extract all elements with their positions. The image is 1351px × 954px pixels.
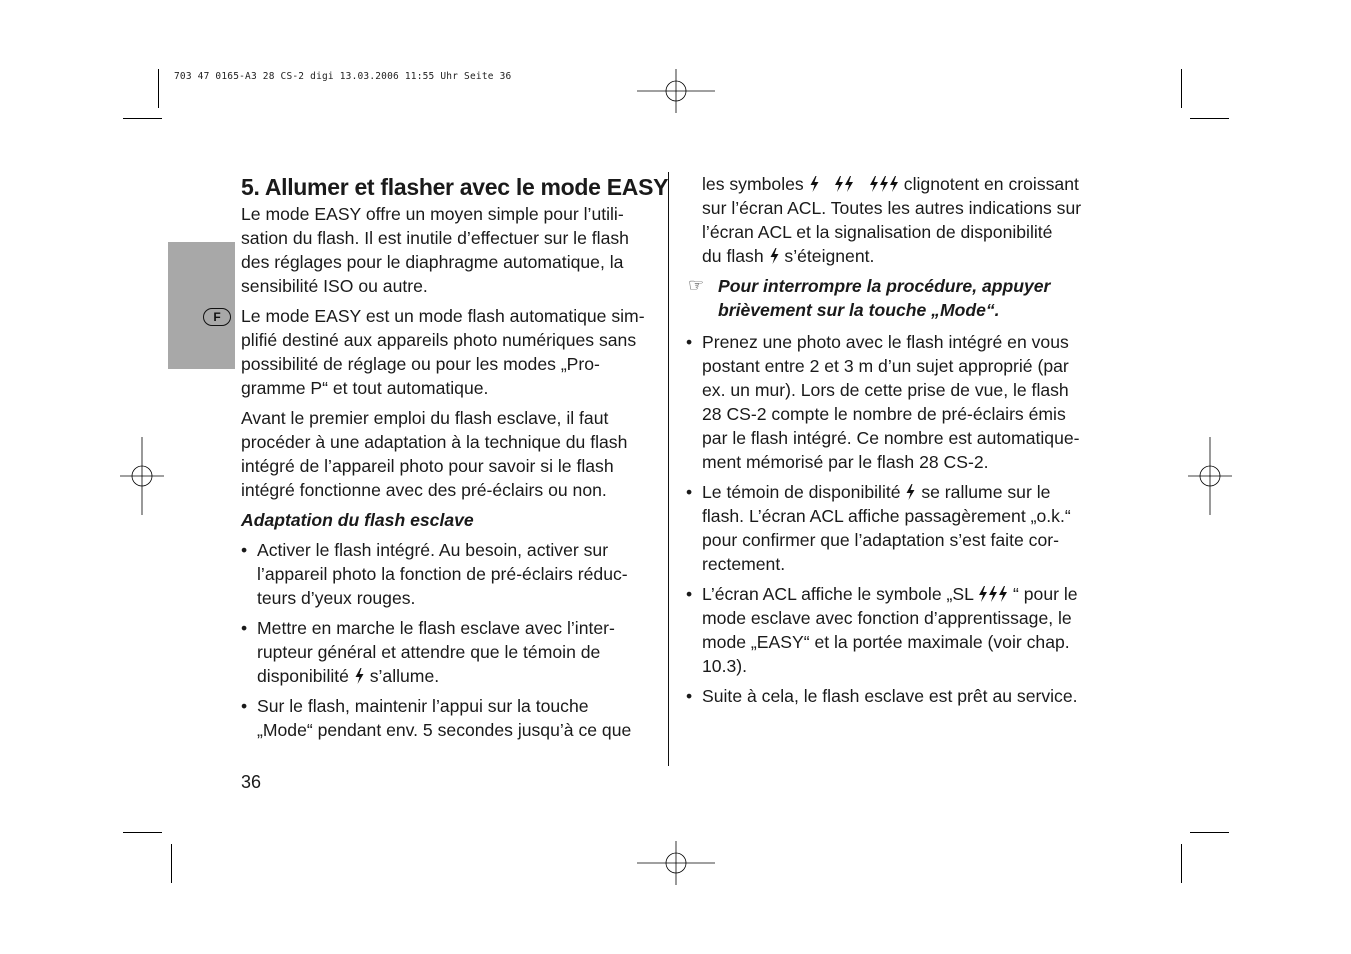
right-column bbox=[686, 172, 1101, 714]
flash-ready-icon bbox=[769, 248, 780, 264]
language-badge: F bbox=[203, 308, 231, 326]
print-header: 703 47 0165-A3 28 CS-2 digi 13.03.2006 11:55 Uhr Seite 36 bbox=[174, 71, 512, 82]
flash-single-icon bbox=[809, 176, 820, 192]
list-item bbox=[686, 582, 1101, 678]
flash-double-icon bbox=[834, 176, 854, 192]
list-item bbox=[686, 330, 1101, 474]
column-divider bbox=[668, 172, 669, 766]
language-side-tab bbox=[168, 242, 235, 369]
bullet-dot: • bbox=[686, 686, 693, 706]
intro-paragraph: Le mode EASY offre un moyen simple pour l’utili- sation du flash. Il est inutile d’effectuer sur le flash des réglages pour le diaphragme automatique, la sensibilité ISO ou autre. bbox=[241, 204, 629, 296]
easy-mode-paragraph: Le mode EASY est un mode flash automatique sim- plifié destiné aux appareils photo numériques sans possibilité de réglage ou pour les modes „Pro- gramme P“ et tout automatique. bbox=[241, 306, 645, 398]
registration-mark-right-icon bbox=[1171, 437, 1249, 515]
flash-triple-icon bbox=[978, 586, 1008, 602]
bullet-dot: • bbox=[686, 482, 693, 502]
left-column bbox=[241, 172, 669, 748]
procedure-note bbox=[686, 274, 1101, 322]
crop-mark-top-left-v bbox=[158, 69, 159, 108]
crop-mark-top-left-h bbox=[123, 118, 162, 119]
list-item bbox=[686, 684, 1101, 708]
list-item bbox=[686, 480, 1101, 576]
crop-mark-bottom-left-h bbox=[123, 832, 162, 833]
list-item-text: Sur le flash, maintenir l’appui sur la touche „Mode“ pendant env. 5 secondes jusqu’à ce que bbox=[257, 696, 632, 740]
list-item-text: Prenez une photo avec le flash intégré en vous postant entre 2 et 3 m d’un sujet approprié (par ex. un mur). Lors de cette prise de vue, le flash 28 CS-2 compte le nombre de pré-éclairs émis par le flash intégré. Ce nombre est automatique- ment mémorisé par le flash 28 CS-2. bbox=[702, 332, 1080, 472]
list-item-text: Le témoin de disponibilité bbox=[702, 482, 906, 502]
list-item bbox=[241, 694, 657, 742]
first-use-paragraph: Avant le premier emploi du flash esclave, il faut procéder à une adaptation à la technique du flash intégré de l’appareil photo pour savoir si le flash intégré fonctionne avec des pré-éclairs ou non. bbox=[241, 408, 628, 500]
list-item bbox=[241, 616, 657, 688]
list-item-text: “ pour le mode esclave avec fonction d’apprentissage, le mode „EASY“ et la portée maximale (voir chap. 10.3). bbox=[702, 584, 1078, 676]
registration-mark-top-icon bbox=[637, 52, 715, 130]
list-item-text: Activer le flash intégré. Au besoin, activer sur l’appareil photo la fonction de pré-éclairs réduc- teurs d’yeux rouges. bbox=[257, 540, 628, 608]
bullet-dot: • bbox=[241, 618, 248, 638]
crop-mark-top-right-v bbox=[1181, 69, 1182, 108]
note-text: Pour interrompre la procédure, appuyer brièvement sur la touche „Mode“. bbox=[718, 276, 1051, 320]
flash-triple-icon bbox=[869, 176, 899, 192]
continued-text: clignotent en croissant sur l’écran ACL. Toutes les autres indications sur l’écran ACL et la signalisation de disponibilité du flash bbox=[702, 174, 1082, 266]
bullet-dot: • bbox=[241, 540, 248, 560]
bullet-dot: • bbox=[241, 696, 248, 716]
crop-mark-bottom-right-h bbox=[1190, 832, 1229, 833]
list-item-text: Suite à cela, le flash esclave est prêt au service. bbox=[702, 686, 1078, 706]
pointing-hand-icon: ☞ bbox=[688, 275, 705, 295]
flash-ready-icon bbox=[354, 668, 365, 684]
crop-mark-bottom-left-v bbox=[171, 844, 172, 883]
list-item bbox=[241, 538, 657, 610]
section-heading: 5. Allumer et flasher avec le mode EASY bbox=[241, 174, 669, 200]
crop-mark-bottom-right-v bbox=[1181, 844, 1182, 883]
page-number: 36 bbox=[241, 772, 262, 792]
list-item-text: se rallume sur le flash. L’écran ACL affiche passagèrement „o.k.“ pour confirmer que l’adaptation s’est faite cor- rectement. bbox=[702, 482, 1071, 574]
continued-text: s’éteignent. bbox=[779, 246, 875, 266]
adaptation-subheading: Adaptation du flash esclave bbox=[241, 510, 474, 530]
continued-text: les symboles bbox=[702, 174, 809, 194]
continued-paragraph bbox=[686, 172, 1101, 268]
bullet-dot: • bbox=[686, 584, 693, 604]
list-item-text: L’écran ACL affiche le symbole „SL bbox=[702, 584, 979, 604]
flash-ready-icon bbox=[905, 484, 916, 500]
list-item-text: Mettre en marche le flash esclave avec l’inter- rupteur général et attendre que le témoin de disponibilité bbox=[257, 618, 615, 686]
bullet-dot: • bbox=[686, 332, 693, 352]
list-item-text: s’allume. bbox=[364, 666, 440, 686]
registration-mark-bottom-icon bbox=[637, 824, 715, 902]
crop-mark-top-right-h bbox=[1190, 118, 1229, 119]
registration-mark-left-icon bbox=[103, 437, 181, 515]
